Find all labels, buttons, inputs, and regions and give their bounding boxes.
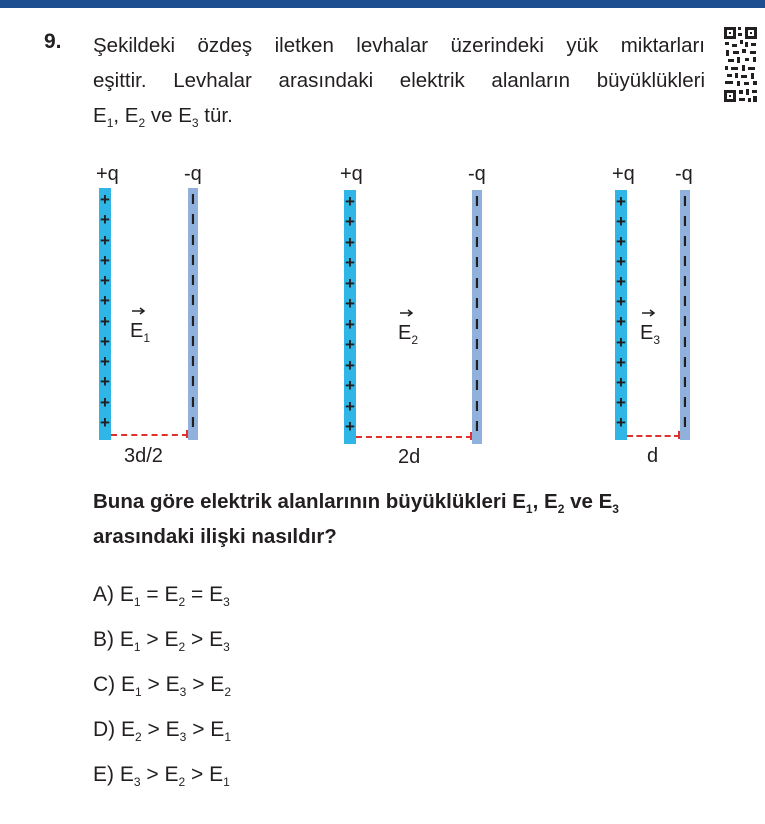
fig3-field-label: $E_3$ bbox=[640, 322, 660, 345]
header-bar bbox=[0, 0, 765, 8]
fig1-minus-signs: I I I I I I I I I I I I bbox=[190, 191, 196, 431]
fig1-field-label: $E_1$ bbox=[130, 320, 150, 343]
prompt-line-2: arasındaki ilişki nasıldır? bbox=[93, 525, 337, 548]
fig2-pos-label: +q bbox=[340, 163, 363, 185]
fig3-neg-label: -q bbox=[675, 163, 693, 185]
option-c[interactable]: C) $E_1 > E_3 > E_2$ bbox=[93, 673, 231, 699]
fig1-pos-label: +q bbox=[96, 163, 119, 185]
fig3-pos-label: +q bbox=[612, 163, 635, 185]
stem-line-2: eşittir. Levhalar arasındaki elektrik alanların büyüklükleri bbox=[93, 69, 705, 92]
option-e[interactable]: E) $E_3 > E_2 > E_1$ bbox=[93, 763, 230, 789]
fig3-minus-signs: I I I I I I I I I I I I bbox=[682, 193, 688, 431]
vector-arrow-icon bbox=[132, 307, 146, 315]
fig3-plus-signs: + + + + + + + + + + + + bbox=[616, 192, 626, 432]
fig1-neg-label: -q bbox=[184, 163, 202, 185]
option-d[interactable]: D) $E_2 > E_3 > E_1$ bbox=[93, 718, 231, 744]
fig1-distance-line bbox=[111, 434, 188, 436]
vector-arrow-icon bbox=[400, 309, 414, 317]
fig2-neg-label: -q bbox=[468, 163, 486, 185]
fig3-distance-line bbox=[627, 435, 680, 437]
fig2-distance-line bbox=[356, 436, 472, 438]
fig2-distance-tick bbox=[470, 432, 472, 440]
fig1-plus-signs: + + + + + + + + + + + + bbox=[100, 190, 110, 432]
option-b[interactable]: B) $E_1 > E_2 > E_3$ bbox=[93, 628, 230, 654]
fig2-plus-signs: + + + + + + + + + + + + bbox=[345, 192, 355, 436]
stem-line-3: $E_1$, $E_2$ ve $E_3$ tür. bbox=[93, 104, 233, 130]
fig1-distance-label: 3d/2 bbox=[124, 445, 163, 467]
prompt-line-1: Buna göre elektrik alanlarının büyüklükleri $E_1$, $E_2$ ve $E_3$ bbox=[93, 490, 619, 516]
fig3-distance-label: d bbox=[647, 445, 659, 467]
question-prompt bbox=[93, 484, 723, 554]
fig3-distance-tick bbox=[678, 431, 680, 439]
fig2-field-label: $E_2$ bbox=[398, 322, 418, 345]
fig2-minus-signs: I I I I I I I I I I I I bbox=[474, 193, 480, 435]
vector-arrow-icon bbox=[642, 309, 656, 317]
qr-code-icon bbox=[723, 24, 759, 108]
fig1-distance-tick bbox=[186, 430, 188, 438]
option-a[interactable]: A) $E_1 = E_2 = E_3$ bbox=[93, 583, 230, 609]
question-number: 9. bbox=[44, 30, 62, 53]
stem-line-1: Şekildeki özdeş iletken levhalar üzerindeki yük miktarları bbox=[93, 34, 705, 57]
question-stem bbox=[93, 28, 705, 133]
fig2-distance-label: 2d bbox=[398, 446, 421, 468]
